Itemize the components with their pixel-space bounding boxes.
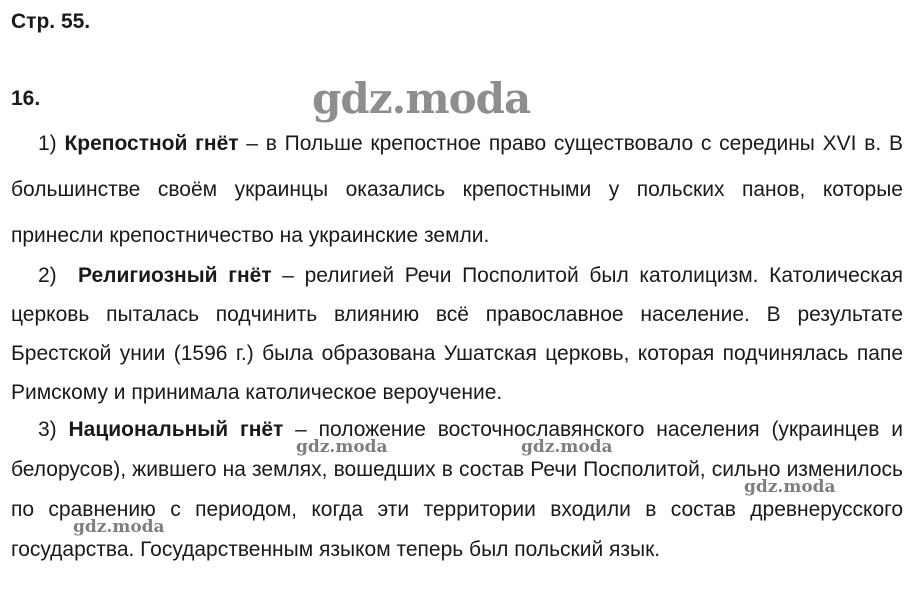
term-serfdom-oppression: Крепостной гнёт <box>64 132 239 155</box>
answer-paragraph-1 <box>11 121 903 259</box>
watermark-small: gdz.moda <box>296 437 388 457</box>
term-national-oppression: Национальный гнёт <box>68 418 284 441</box>
paragraph-text: – положение восточнославянского населения (украинцев и белорусов), жившего на землях, вошедших в состав Речи Посполитой, сильно изменилось по сравнению с периодом, когда эти территории входили в состав древнерусского государства. Государственным языком теперь был польский язык. <box>11 418 903 561</box>
watermark-logo: gdz.moda <box>312 74 531 123</box>
paragraph-number: 2) <box>38 264 57 287</box>
term-religious-oppression: Религиозный гнёт <box>77 264 272 287</box>
paragraph-number: 1) <box>38 132 57 155</box>
answer-paragraph-2 <box>11 256 903 412</box>
answer-paragraph-3 <box>11 410 903 570</box>
task-number: 16. <box>11 87 41 110</box>
page-title: Стр. 55. <box>11 10 91 33</box>
watermark-small: gdz.moda <box>521 437 613 457</box>
paragraph-text: – религией Речи Посполитой был католицизм. Католическая церковь пыталась подчинить влиянию всё православное население. В результате Брестской унии (1596 г.) была образована Ушатская церковь, которая подчинялась папе Римскому и принимала католическое вероучение. <box>11 264 903 404</box>
watermark-small: gdz.moda <box>73 517 165 537</box>
paragraph-text: – в Польше крепостное право существовало с середины XVI в. В большинстве своём украинцы оказались крепостными у польских панов, которые принесли крепостничество на украинские земли. <box>11 132 903 247</box>
paragraph-number: 3) <box>38 418 57 441</box>
watermark-small: gdz.moda <box>744 477 836 497</box>
